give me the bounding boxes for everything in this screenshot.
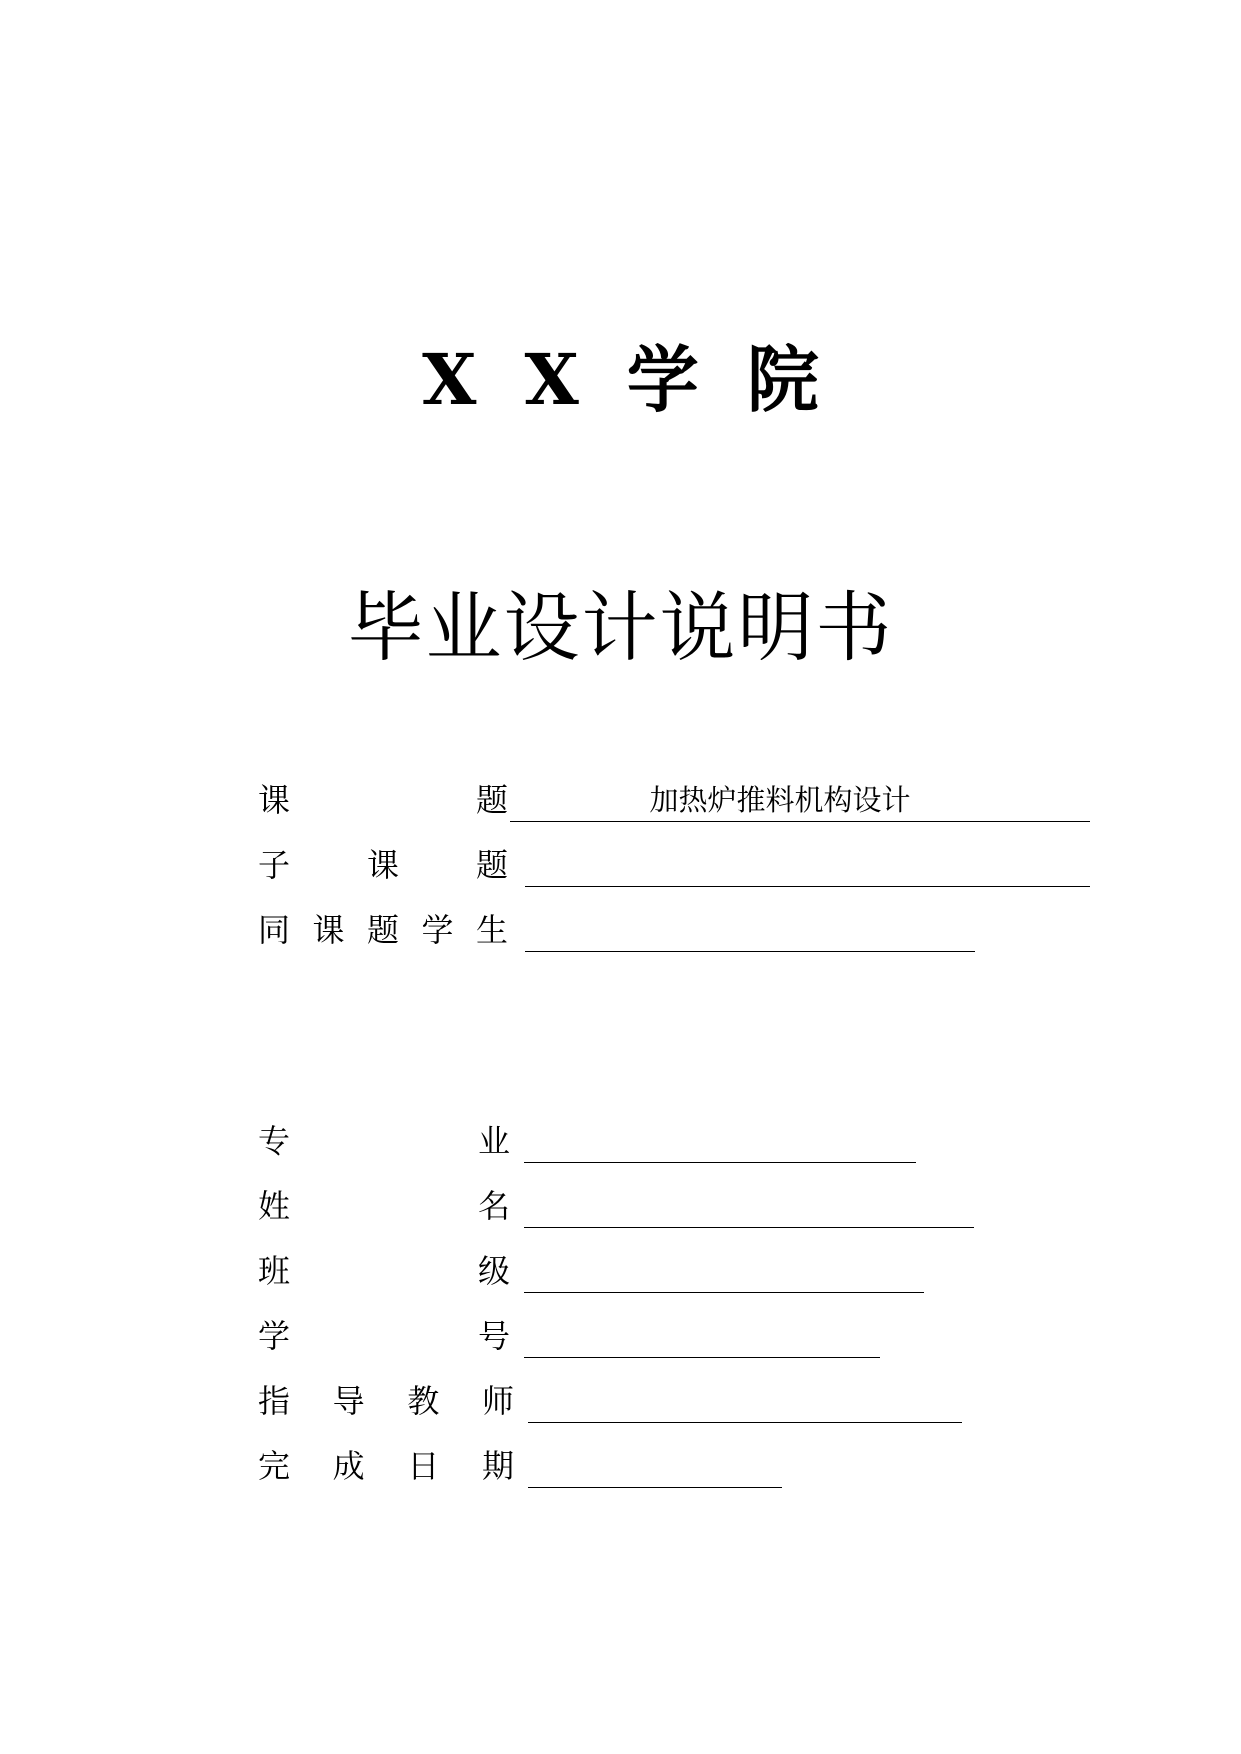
major-field[interactable] <box>524 1119 916 1163</box>
label-char: 生 <box>475 911 508 949</box>
label-char: 成 <box>332 1447 365 1485</box>
label-completion-date <box>258 1444 514 1488</box>
label-char: 完 <box>258 1447 291 1485</box>
label-major <box>258 1119 510 1163</box>
label-char: 题 <box>475 846 508 884</box>
label-char: 级 <box>477 1252 510 1290</box>
student-id-field[interactable] <box>524 1314 880 1358</box>
school-name-char: 学 <box>626 338 699 422</box>
label-char: 课 <box>366 846 399 884</box>
fellow-students-field[interactable] <box>525 908 975 952</box>
label-char: 期 <box>481 1447 514 1485</box>
label-subtopic <box>258 843 508 887</box>
label-char: 教 <box>407 1382 440 1420</box>
label-advisor <box>258 1379 514 1423</box>
label-char: 题 <box>366 911 399 949</box>
label-char: 题 <box>475 781 508 819</box>
topic-field[interactable] <box>510 778 1090 822</box>
fellow-students-value <box>525 908 975 952</box>
label-char: 业 <box>477 1122 510 1160</box>
school-name-char: X <box>524 338 579 421</box>
name-value <box>524 1184 974 1228</box>
label-char: 班 <box>258 1252 291 1290</box>
label-name <box>258 1184 510 1228</box>
topic-value: 加热炉推料机构设计 <box>649 783 911 817</box>
label-class <box>258 1249 510 1293</box>
label-char: 同 <box>258 911 291 949</box>
label-topic <box>258 778 508 822</box>
document-title: 毕业设计说明书 <box>347 583 894 672</box>
label-char: 导 <box>332 1382 365 1420</box>
label-student-id <box>258 1314 510 1358</box>
advisor-field[interactable] <box>528 1379 962 1423</box>
label-char: 子 <box>258 846 291 884</box>
label-char: 师 <box>481 1382 514 1420</box>
school-name-char: X <box>422 338 477 421</box>
label-char: 专 <box>258 1122 291 1160</box>
label-char: 学 <box>421 911 454 949</box>
label-char: 课 <box>258 781 291 819</box>
completion-date-value <box>528 1444 782 1488</box>
label-char: 指 <box>258 1382 291 1420</box>
advisor-value <box>528 1379 962 1423</box>
label-char: 名 <box>477 1187 510 1225</box>
completion-date-field[interactable] <box>528 1444 782 1488</box>
student-id-value <box>524 1314 880 1358</box>
school-name-char: 院 <box>746 338 819 422</box>
name-field[interactable] <box>524 1184 974 1228</box>
major-value <box>524 1119 916 1163</box>
label-char: 学 <box>258 1317 291 1355</box>
class-value <box>524 1249 924 1293</box>
label-char: 姓 <box>258 1187 291 1225</box>
class-field[interactable] <box>524 1249 924 1293</box>
label-char: 日 <box>407 1447 440 1485</box>
school-name <box>0 330 1241 430</box>
subtopic-field[interactable] <box>525 843 1090 887</box>
label-char: 号 <box>477 1317 510 1355</box>
label-char: 课 <box>312 911 345 949</box>
subtopic-value <box>525 843 1090 887</box>
label-fellow-students <box>258 908 508 952</box>
